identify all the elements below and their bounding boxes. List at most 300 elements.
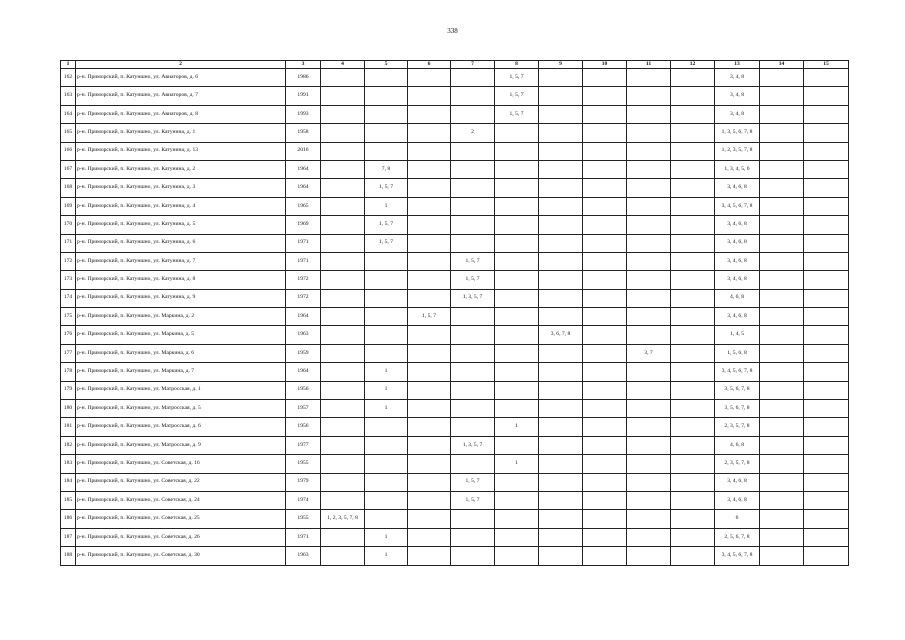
table-cell: 1, 2, 3, 5, 7, 8 xyxy=(321,510,365,528)
table-cell xyxy=(627,87,671,105)
table-cell xyxy=(321,234,365,252)
table-cell xyxy=(627,160,671,178)
year-cell: 1956 xyxy=(286,381,321,399)
table-cell xyxy=(804,363,849,381)
year-cell: 1964 xyxy=(286,160,321,178)
table-row xyxy=(61,381,849,399)
table-cell xyxy=(760,436,804,454)
table-row xyxy=(61,528,849,546)
table-cell xyxy=(804,418,849,436)
table-cell xyxy=(408,363,451,381)
table-cell xyxy=(539,547,583,565)
table-cell xyxy=(627,381,671,399)
table-cell xyxy=(321,344,365,362)
table-cell xyxy=(671,436,715,454)
table-cell xyxy=(627,491,671,509)
address-cell: р-н. Приморский, п. Катуншно, ул. Катунина, д. 7 xyxy=(76,252,286,270)
table-cell xyxy=(627,69,671,87)
table-cell xyxy=(804,69,849,87)
table-cell xyxy=(408,252,451,270)
table-cell xyxy=(539,179,583,197)
table-cell xyxy=(627,436,671,454)
table-cell xyxy=(321,142,365,160)
table-cell xyxy=(451,234,495,252)
address-cell: р-н. Приморский, п. Катуншно, ул. Советская, д. 16 xyxy=(76,455,286,473)
column-header-13: 13 xyxy=(715,61,760,69)
table-row xyxy=(61,455,849,473)
table-cell xyxy=(760,69,804,87)
year-cell: 1993 xyxy=(286,105,321,123)
table-header xyxy=(61,61,849,69)
table-cell xyxy=(804,87,849,105)
column-header-9: 9 xyxy=(539,61,583,69)
table-cell: 1 xyxy=(365,528,408,546)
table-cell xyxy=(408,344,451,362)
year-cell: 1963 xyxy=(286,547,321,565)
table-cell xyxy=(539,252,583,270)
table-cell xyxy=(451,418,495,436)
address-cell: р-н. Приморский, п. Катуншно, ул. Катунина, д. 2 xyxy=(76,160,286,178)
table-cell xyxy=(760,510,804,528)
table-cell xyxy=(804,400,849,418)
table-cell xyxy=(365,326,408,344)
year-cell: 1986 xyxy=(286,69,321,87)
table-cell xyxy=(365,252,408,270)
table-cell xyxy=(760,87,804,105)
table-cell: 3, 4, 6, 8 xyxy=(715,234,760,252)
row-number-cell: 171 xyxy=(61,234,76,252)
table-cell: 3, 4, 6, 8 xyxy=(715,308,760,326)
table-cell xyxy=(495,308,539,326)
table-cell xyxy=(495,473,539,491)
table-cell: 1, 5, 7 xyxy=(365,234,408,252)
table-cell: 1, 5, 7 xyxy=(451,271,495,289)
row-number-cell: 163 xyxy=(61,87,76,105)
table-cell xyxy=(583,436,627,454)
table-row xyxy=(61,510,849,528)
table-cell xyxy=(321,491,365,509)
table-cell xyxy=(451,455,495,473)
row-number-cell: 175 xyxy=(61,308,76,326)
table-cell xyxy=(760,105,804,123)
table-cell xyxy=(539,510,583,528)
column-header-4: 4 xyxy=(321,61,365,69)
year-cell: 1971 xyxy=(286,252,321,270)
column-header-6: 6 xyxy=(408,61,451,69)
table-cell xyxy=(760,271,804,289)
table-cell xyxy=(760,363,804,381)
table-row xyxy=(61,105,849,123)
column-header-11: 11 xyxy=(627,61,671,69)
table-cell xyxy=(321,400,365,418)
address-cell: р-н. Приморский, п. Катуншно, ул. Катунина, д. 4 xyxy=(76,197,286,215)
table-cell xyxy=(583,400,627,418)
table-cell xyxy=(804,142,849,160)
table-cell xyxy=(539,234,583,252)
page-number: 338 xyxy=(447,27,458,35)
table-cell xyxy=(365,87,408,105)
table-row xyxy=(61,69,849,87)
table-cell xyxy=(408,142,451,160)
table-cell xyxy=(451,105,495,123)
table-cell xyxy=(671,308,715,326)
table-cell xyxy=(321,381,365,399)
row-number-cell: 188 xyxy=(61,547,76,565)
table-cell: 3, 4, 5, 6, 7, 8 xyxy=(715,197,760,215)
table-cell: 2, 3, 5, 7, 8 xyxy=(715,418,760,436)
table-cell xyxy=(583,308,627,326)
table-cell xyxy=(365,271,408,289)
table-cell xyxy=(583,87,627,105)
table-cell xyxy=(495,528,539,546)
address-cell: р-н. Приморский, п. Катуншно, ул. Маркина, д. 7 xyxy=(76,363,286,381)
table-cell xyxy=(321,418,365,436)
table-cell xyxy=(451,69,495,87)
row-number-cell: 184 xyxy=(61,473,76,491)
row-number-cell: 173 xyxy=(61,271,76,289)
table-cell xyxy=(671,455,715,473)
table-cell xyxy=(408,547,451,565)
table-cell xyxy=(365,69,408,87)
table-cell xyxy=(451,160,495,178)
row-number-cell: 168 xyxy=(61,179,76,197)
year-cell: 1963 xyxy=(286,326,321,344)
table-cell xyxy=(451,142,495,160)
address-cell: р-н. Приморский, п. Катуншно, ул. Советская, д. 30 xyxy=(76,547,286,565)
table-cell: 3, 4, 6, 8 xyxy=(715,252,760,270)
table-cell: 1 xyxy=(365,363,408,381)
table-cell xyxy=(321,455,365,473)
table-cell xyxy=(539,418,583,436)
table-cell: 7, 8 xyxy=(365,160,408,178)
table-cell xyxy=(365,105,408,123)
year-cell: 1972 xyxy=(286,271,321,289)
table-cell xyxy=(321,105,365,123)
table-cell xyxy=(408,69,451,87)
table-row xyxy=(61,363,849,381)
table-cell xyxy=(539,400,583,418)
table-cell xyxy=(539,381,583,399)
table-cell xyxy=(804,491,849,509)
table-cell xyxy=(671,197,715,215)
table-cell xyxy=(583,179,627,197)
table-cell xyxy=(627,105,671,123)
row-number-cell: 166 xyxy=(61,142,76,160)
table-cell xyxy=(408,234,451,252)
table-cell xyxy=(671,510,715,528)
table-cell xyxy=(760,418,804,436)
table-cell xyxy=(671,142,715,160)
table-cell xyxy=(760,289,804,307)
table-cell xyxy=(408,216,451,234)
table-cell xyxy=(451,197,495,215)
table-cell xyxy=(408,528,451,546)
table-cell xyxy=(408,124,451,142)
data-table xyxy=(60,60,849,566)
table-cell xyxy=(804,510,849,528)
table-cell xyxy=(495,160,539,178)
table-cell xyxy=(451,400,495,418)
table-cell xyxy=(321,289,365,307)
table-cell xyxy=(760,326,804,344)
table-cell xyxy=(671,381,715,399)
table-cell: 3, 7 xyxy=(627,344,671,362)
table-cell xyxy=(671,87,715,105)
table-cell xyxy=(671,344,715,362)
table-cell xyxy=(495,124,539,142)
table-cell xyxy=(804,381,849,399)
address-cell: р-н. Приморский, п. Катуншно, ул. Катунина, д. 5 xyxy=(76,216,286,234)
table-cell: 1, 5, 7 xyxy=(408,308,451,326)
table-cell xyxy=(760,455,804,473)
table-row xyxy=(61,216,849,234)
table-cell xyxy=(583,105,627,123)
table-cell xyxy=(804,436,849,454)
table-cell xyxy=(583,252,627,270)
table-cell xyxy=(408,491,451,509)
column-header-5: 5 xyxy=(365,61,408,69)
table-row xyxy=(61,124,849,142)
table-cell: 3, 4, 6, 8 xyxy=(715,216,760,234)
table-cell xyxy=(627,308,671,326)
table-cell xyxy=(760,142,804,160)
table-cell xyxy=(671,326,715,344)
address-cell: р-н. Приморский, п. Катуншно, ул. Советская, д. 24 xyxy=(76,491,286,509)
table-cell xyxy=(408,473,451,491)
table-cell: 3, 4, 6, 8 xyxy=(715,473,760,491)
table-cell xyxy=(495,234,539,252)
table-cell xyxy=(583,381,627,399)
table-cell xyxy=(495,179,539,197)
table-cell xyxy=(539,491,583,509)
year-cell: 1964 xyxy=(286,363,321,381)
table-cell xyxy=(671,491,715,509)
table-cell xyxy=(539,528,583,546)
table-cell: 1, 5, 7 xyxy=(451,252,495,270)
table-cell: 1, 5, 7 xyxy=(365,216,408,234)
table-cell: 1, 5, 7 xyxy=(495,87,539,105)
table-cell xyxy=(804,344,849,362)
table-cell xyxy=(321,216,365,234)
address-cell: р-н. Приморский, п. Катуншно, ул. Маркина, д. 5 xyxy=(76,326,286,344)
table-cell xyxy=(671,124,715,142)
table-cell xyxy=(408,326,451,344)
table-cell xyxy=(760,197,804,215)
year-cell: 1969 xyxy=(286,216,321,234)
table-cell xyxy=(539,289,583,307)
table-cell xyxy=(627,528,671,546)
table-cell xyxy=(760,381,804,399)
table-cell xyxy=(804,473,849,491)
table-cell xyxy=(408,160,451,178)
table-cell xyxy=(804,455,849,473)
table-cell xyxy=(451,179,495,197)
table-cell: 1, 5, 7 xyxy=(451,491,495,509)
table-cell xyxy=(627,363,671,381)
table-cell: 4, 6, 8 xyxy=(715,289,760,307)
table-cell xyxy=(671,289,715,307)
column-header-1: 1 xyxy=(61,61,76,69)
table-cell xyxy=(495,289,539,307)
table-cell xyxy=(408,289,451,307)
table-cell xyxy=(671,528,715,546)
year-cell: 1958 xyxy=(286,124,321,142)
row-number-cell: 170 xyxy=(61,216,76,234)
column-header-10: 10 xyxy=(583,61,627,69)
table-cell xyxy=(365,418,408,436)
table-cell xyxy=(760,216,804,234)
table-cell xyxy=(495,216,539,234)
table-cell xyxy=(583,271,627,289)
row-number-cell: 177 xyxy=(61,344,76,362)
table-cell xyxy=(760,547,804,565)
year-cell: 1971 xyxy=(286,234,321,252)
table-cell xyxy=(583,363,627,381)
table-cell xyxy=(495,197,539,215)
table-cell xyxy=(539,473,583,491)
address-cell: р-н. Приморский, п. Катуншно, ул. Катунина, д. 3 xyxy=(76,179,286,197)
table-cell xyxy=(583,547,627,565)
table-row xyxy=(61,326,849,344)
address-cell: р-н. Приморский, п. Катуншно, ул. Матросская, д. 6 xyxy=(76,418,286,436)
table-row xyxy=(61,271,849,289)
table-cell xyxy=(804,271,849,289)
table-cell xyxy=(627,179,671,197)
table-cell: 1, 3, 4, 5, 6 xyxy=(715,160,760,178)
year-cell: 2016 xyxy=(286,142,321,160)
table-cell xyxy=(321,326,365,344)
year-cell: 1964 xyxy=(286,179,321,197)
table-cell: 3, 4, 5, 6, 7, 8 xyxy=(715,363,760,381)
table-cell xyxy=(539,436,583,454)
table-cell xyxy=(451,547,495,565)
table-cell xyxy=(321,87,365,105)
table-cell xyxy=(495,142,539,160)
table-cell: 1, 4, 5 xyxy=(715,326,760,344)
table-cell xyxy=(408,400,451,418)
table-cell xyxy=(627,326,671,344)
table-cell xyxy=(804,234,849,252)
column-header-15: 15 xyxy=(804,61,849,69)
table-cell: 6 xyxy=(715,510,760,528)
table-cell xyxy=(671,69,715,87)
year-cell: 1977 xyxy=(286,436,321,454)
table-cell xyxy=(321,124,365,142)
table-cell xyxy=(671,473,715,491)
table-cell xyxy=(804,308,849,326)
table-cell: 1 xyxy=(495,418,539,436)
table-cell: 3, 5, 6, 7, 8 xyxy=(715,381,760,399)
table-cell xyxy=(365,436,408,454)
table-cell xyxy=(321,436,365,454)
address-cell: р-н. Приморский, п. Катуншно, ул. Советская, д. 26 xyxy=(76,528,286,546)
table-cell: 1, 5, 7 xyxy=(365,179,408,197)
table-cell xyxy=(583,69,627,87)
table-row xyxy=(61,491,849,509)
table-cell xyxy=(495,436,539,454)
address-cell: р-н. Приморский, п. Катуншно, ул. Матросская, д. 5 xyxy=(76,400,286,418)
table-cell xyxy=(451,87,495,105)
row-number-cell: 165 xyxy=(61,124,76,142)
table-cell xyxy=(321,271,365,289)
table-cell xyxy=(583,344,627,362)
table-cell: 1, 2, 3, 5, 7, 8 xyxy=(715,142,760,160)
table-cell xyxy=(804,179,849,197)
table-cell xyxy=(495,271,539,289)
address-cell: р-н. Приморский, п. Катуншно, ул. Матросская, д. 1 xyxy=(76,381,286,399)
table-cell xyxy=(539,216,583,234)
table-cell xyxy=(495,510,539,528)
table-cell xyxy=(451,381,495,399)
row-number-cell: 162 xyxy=(61,69,76,87)
table-row xyxy=(61,234,849,252)
table-cell xyxy=(539,160,583,178)
table-cell xyxy=(627,216,671,234)
table-cell xyxy=(583,124,627,142)
table-cell xyxy=(760,473,804,491)
table-cell xyxy=(671,547,715,565)
table-cell xyxy=(583,510,627,528)
table-cell: 3, 4, 5, 6, 7, 8 xyxy=(715,547,760,565)
table-cell: 3, 4, 8 xyxy=(715,87,760,105)
table-row xyxy=(61,289,849,307)
table-cell xyxy=(804,216,849,234)
table-cell xyxy=(583,528,627,546)
table-cell xyxy=(408,87,451,105)
table-cell xyxy=(760,234,804,252)
table-cell xyxy=(627,252,671,270)
table-cell xyxy=(583,160,627,178)
table-cell xyxy=(495,400,539,418)
table-cell xyxy=(321,308,365,326)
table-cell xyxy=(321,69,365,87)
table-cell xyxy=(539,124,583,142)
table-row xyxy=(61,142,849,160)
table-cell xyxy=(583,234,627,252)
table-cell xyxy=(760,491,804,509)
table-cell xyxy=(539,308,583,326)
table-cell: 2, 3, 5, 7, 8 xyxy=(715,455,760,473)
table-cell xyxy=(365,344,408,362)
table-row xyxy=(61,547,849,565)
table-cell xyxy=(451,308,495,326)
table-cell xyxy=(627,289,671,307)
table-cell xyxy=(495,326,539,344)
table-cell xyxy=(583,197,627,215)
address-cell: р-н. Приморский, п. Катуншно, ул. Катунина, д. 9 xyxy=(76,289,286,307)
table-cell xyxy=(671,400,715,418)
table-cell xyxy=(671,216,715,234)
table-cell xyxy=(583,491,627,509)
table-cell xyxy=(539,271,583,289)
table-cell: 1 xyxy=(365,197,408,215)
row-number-cell: 185 xyxy=(61,491,76,509)
column-header-7: 7 xyxy=(451,61,495,69)
year-cell: 1979 xyxy=(286,473,321,491)
table-cell xyxy=(451,216,495,234)
address-cell: р-н. Приморский, п. Катуншно, ул. Авиаторов, д. 7 xyxy=(76,87,286,105)
table-cell xyxy=(365,510,408,528)
table-cell xyxy=(539,197,583,215)
table-cell: 1 xyxy=(365,381,408,399)
table-row xyxy=(61,436,849,454)
table-cell xyxy=(760,308,804,326)
table-cell xyxy=(365,308,408,326)
row-number-cell: 183 xyxy=(61,455,76,473)
row-number-cell: 182 xyxy=(61,436,76,454)
table-cell: 3, 4, 6, 8 xyxy=(715,179,760,197)
table-cell xyxy=(671,160,715,178)
